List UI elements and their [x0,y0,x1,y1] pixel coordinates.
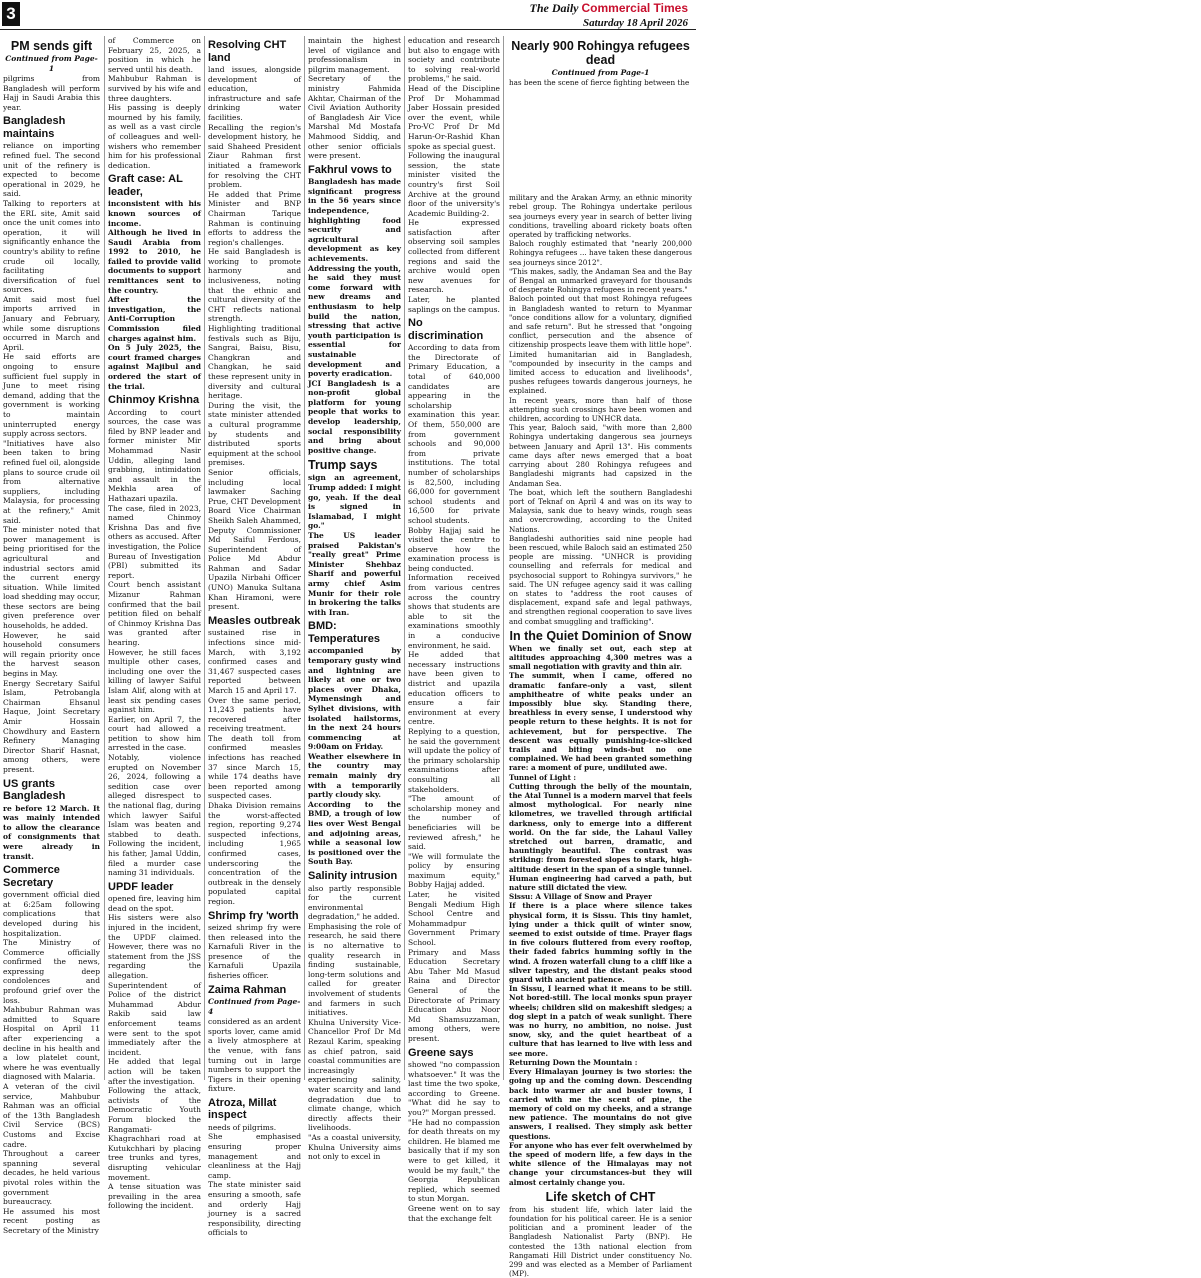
headline-shrimp-fry: Shrimp fry 'worth [208,909,299,922]
article-text: maintain the highest level of vigilance and professionalism in pilgrim management. [308,36,401,74]
column-1 [3,36,100,1235]
article-text: Every Himalayan journey is two stories: the going up and the coming down. Descending back into warmer air and busier towns, I carried with me the scent of pine, the memory of cold on my cheeks, and a strange new patience. The mountains do not give answers, I realised. They simply ask better questions. [509,1067,692,1141]
masthead-the: The Daily [529,1,582,15]
article-text: The summit, when I came, offered no dramatic fanfare-only a vast, silent amphitheatre of white peaks under an impossibly blue sky. Standing there, breathless in every sense, I understood why people return to these heights. It is not for achievement, but for perspective. The descent was equally punishing-ice-slicked trails and biting winds-but no one complained. We had been granted something rare: a moment of pure, undiluted awe. [509,671,692,773]
article-text: Following the inaugural session, the state minister visited the country's first Soil Archive at the ground floor of the university's Academic Building-2. [408,151,500,218]
article-text: Bangladeshi authorities said nine people had been rescued, while Baloch said an estimated 250 people are missing. "UNHCR is providing counselling and referrals for medical and psychosocial support to Rohingya survivors," he said. The UN refugee agency said it was calling on states to "address the root causes of displacement, expand safe and legal pathways, and strengthen regional cooperation to save lives and combat smuggling and trafficking". [509,533,692,626]
article-text: He said Bangladesh is working to promote harmony and inclusiveness, noting that the ethnic and cultural diversity of the CHT reflects national strength. [208,247,301,324]
page-header [0,0,696,30]
column-rule [204,36,205,1080]
headline-no-discrimination: No discrimination [408,317,484,342]
page-number: 3 [2,2,20,26]
article-text: considered as an ardent sports lover, came amid a lively atmosphere at the venue, with fans turning out in large numbers to support the Tigers in their opening fixture. [208,1017,301,1094]
column-5 [408,36,500,1223]
article-text: This year, Baloch said, "with more than 2,800 Rohingya undertaking dangerous sea journeys between January and April 13". His comments came days after news emerged that a boat carrying about 280 Rohingya refugees and Bangladeshi migrants had capsized in the Andaman Sea. [509,423,692,488]
article-text: Later, he visited Bengali Medium High School Centre and Mohammadpur Government Primary School. [408,890,500,948]
article-text: However, he still faces multiple other cases, including one over the killing of lawyer Saiful Islam Alif, along with at least six pending cases against him. [108,647,201,715]
article-text: If there is a place where silence takes physical form, it is Sissu. This tiny hamlet, lying under a thick quilt of winter snow, seemed to exist outside of time. Prayer flags in five colours fluttered from every rooftop, their faded fabrics humming softly in the wind. A frozen waterfall clung to a cliff like a silver tapestry, and the distant peaks stood guard with ancient patience. [509,901,692,985]
article-text: The boat, which left the southern Bangladeshi port of Teknaf on April 4 and was on its way to Malaysia, sank due to heavy winds, rough seas and overcrowding, according to the United Nations. [509,487,692,534]
article-text: Emphasising the role of research, he said there is no alternative to quality research in finding sustainable, long-term solutions and called for greater involvement of students and farmers in such initiatives. [308,921,401,1018]
headline-resolving-cht-land: Resolving CHT land [208,39,287,64]
article-text: Khulna University Vice-Chancellor Prof Dr Md Rezaul Karim, speaking as chief patron, said coastal communities are increasingly experiencing salinity, water scarcity and land degradation due to climate change, which directly affects their livelihoods. [308,1017,401,1133]
article-text: Highlighting traditional festivals such as Biju, Sangrai, Baisu, Bisu, Changkran and Changkan, he said these represent unity in diversity and cultural heritage. [208,324,301,401]
article-text: Sissu: A Village of Snow and Prayer [509,892,652,902]
article-text: She emphasised ensuring proper management and cleanliness at the Hajj camp. [208,1132,301,1180]
article-text: also partly responsible for the current environmental degradation," he added. [308,883,401,922]
article-text: accompanied by temporary gusty wind and lightning are likely at one or two places over Dhaka, Mymensingh and Sylhet divisions, with isolated hailstorms, in the next 24 hours commencing at 9:00am on Friday. [308,646,401,752]
masthead [530,1,689,30]
article-text: The US leader praised Pakistan's "really great" Prime Minister Shehbaz Sharif and powerful army chief Asim Munir for their role in brokering the talks with Iran. [308,531,401,617]
article-text: needs of pilgrims. [208,1122,277,1132]
article-text: from his student life, which later laid the foundation for his political career. He is a senior politician and a prominent leader of the Bangladesh Nationalist Party (BNP). He contested the 13th national election from Rangamati Hill District under constituency No. 299 and was elected as a Member of Parliament (MP). [509,1204,692,1278]
article-text: The minister noted that power management is being prioritised for the agricultural and industrial sectors amid the current energy situation. While limited load shedding may occur, these sectors are being given preference over households, he added. [3,525,100,631]
article-text: Court bench assistant Mizanur Rahman confirmed that the bail petition filed on behalf of Chinmoy Krishna Das was granted after hearing. [108,580,201,647]
article-text: A tense situation was prevailing in the area following the incident. [108,1182,201,1211]
article-text: "Initiatives have also been taken to bring refined fuel oil, alongside plans to source crude oil from alternative suppliers, including Malaysia, for processing at the refinery," Amit said. [3,438,100,525]
headline-bangladesh-maintains: Bangladesh maintains [3,115,66,140]
headline-atroza-millat: Atroza, Millat inspect [208,1096,277,1122]
article-text: His sisters were also injured in the incident, the UPDF claimed. However, there was no statement from the JSS regarding the allegation. [108,913,201,981]
article-text: Superintendent of Police of the district Muhammad Abdur Rakib said law enforcement teams were sent to the spot immediately after the incident. [108,980,201,1057]
article-text: of Commerce on February 25, 2025, a position in which he served until his death. [108,36,201,74]
article-text: has been the scene of fierce fighting between the [509,78,690,87]
article-text: "He had no compassion for death threats on my children. He blamed me basically that if my son were to get killed, it would be my fault," the Georgia Republican replied, which seemed to stun Morgan. [408,1117,500,1204]
headline-updf-leader: UPDF leader [108,880,174,893]
headline-graft-case: Graft case: AL leader, [108,173,183,198]
article-text: Mahbubur Rahman was admitted to Square Hospital on April 11 after experiencing a decline in his health and a low platelet count, where he was eventually diagnosed with Malaria. [3,1005,100,1082]
article-text: inconsistent with his known sources of income. [108,199,201,228]
article-text: Dhaka Division remains the worst-affected region, reporting 9,274 suspected infections, including 1,965 confirmed cases, underscoring the concentration of the outbreak in the densely populated capital region. [208,801,301,906]
column-rule [503,36,504,1080]
article-text: His passing is deeply mourned by his family, as well as a vast circle of colleagues and well-wishers who remember him for his professional dedication. [108,103,201,170]
headline-us-grants-bangladesh: US grants Bangladesh [3,777,66,803]
article-text: Bobby Hajjaj said he visited the centre to observe how the examination process is being conducted. [408,525,500,573]
headline-fakhrul-vows: Fakhrul vows to [308,163,392,176]
column-2 [108,36,201,1211]
article-text: Addressing the youth, he said they must come forward with new dreams and enthusiasm to help build the nation, stressing that active youth participation is essential for sustainable development and poverty eradication. [308,263,401,379]
article-text: Tunnel of Light : [509,772,577,782]
continued-note: Continued from Page-4 [208,997,301,1017]
article-text: Replying to a question, he said the government will update the policy of the primary scholarship examinations after consulting all stakeholders. [408,726,500,794]
headline-bmd-temperatures: BMD: Temperatures [308,620,380,645]
article-text: After the investigation, the Anti-Corruption Commission filed charges against him. [108,295,201,343]
article-text: He said efforts are ongoing to ensure sufficient fuel supply in June to meet rising demand, adding that the government is working to maintain uninterrupted energy supply across sectors. [3,352,100,439]
article-text: When we finally set out, each step at altitudes approaching 4,300 metres was a small negotiation with gravity and thin air. [509,643,692,672]
article-text: Cutting through the belly of the mountain, the Atal Tunnel is a modern marvel that feels almost mythological. For nearly nine kilometres, we travelled through artificial darkness, only to emerge into a different world. On the far side, the Lahaul Valley stretched out barren, dramatic, and hauntingly beautiful. The contrast was striking: from forested slopes to stark, high-altitude desert in the span of a single tunnel. Human engineering had carved a path, but nature still dictated the view. [509,781,692,893]
article-text: Over the same period, 11,243 patients have recovered after receiving treatment. [208,695,301,734]
article-text: "This makes, sadly, the Andaman Sea and the Bay of Bengal an unmarked graveyard for thousands of desperate Rohingya refugees in recent years." [509,266,692,295]
headline-chinmoy-krishna: Chinmoy Krishna [108,394,200,407]
article-text: opened fire, leaving him dead on the spot. [108,894,201,913]
article-text: military and the Arakan Army, an ethnic minority rebel group. The Rohingya undertake perilous sea journeys every year in search of better living conditions, travelling aboard rickety boats often operated by trafficking networks. [509,193,692,240]
article-text: In recent years, more than half of those attempting such crossings have been women and children, according to UNHCR data. [509,395,692,424]
article-text: Talking to reporters at the ERL site, Amit said once the unit comes into operation, it will significantly enhance the country's ability to refine crude oil locally, facilitating diversification of fuel sources. [3,198,100,295]
article-text: A veteran of the civil service, Mahbubur Rahman was an official of the 13th Bangladesh Civil Service (BCS) Customs and Excise cadre. [3,1082,100,1149]
article-text: He added that necessary instructions have been given to district and upazila education officers to ensure a fair environment at every centre. [408,650,500,727]
article-text: government official died at 6:25am following complications that developed during his hospitalization. [3,890,100,938]
masthead-name: Commercial Times [581,1,688,15]
article-text: Information received from various centres across the country shows that students are able to sit the examinations smoothly in a conducive environment, he said. [408,573,500,650]
article-text: "The amount of scholarship money and the number of beneficiaries will be reviewed afresh," he said. [408,794,500,852]
article-text: Later, he planted saplings on the campus. [408,295,500,314]
article-text: education and research but also to engage with society and contribute to solving real-world problems," he said. [408,36,500,84]
article-text: seized shrimp fry were then released into the Karnafuli River in the presence of the Karnafuli Upazila fisheries officer. [208,923,301,981]
headline-zaima-rahman: Zaima Rahman [208,983,287,996]
article-text: showed "no compassion whatsoever." It was the last time the two spoke, according to Greene. "What did he say to you?" Morgan pressed. [408,1060,500,1118]
article-text: Earlier, on April 7, the court had allowed a petition to show him arrested in the case. [108,714,201,753]
article-text: pilgrims from Bangladesh will perform Hajj in Saudi Arabia this year. [3,74,100,112]
article-photo-placeholder [1018,96,1201,206]
article-text: JCI Bangladesh is a non-profit global platform for young people that works to develop leadership, social responsibility and bring about positive change. [308,378,401,455]
article-text: Energy Secretary Saiful Islam, Petrobangla Chairman Ehsanul Haque, Joint Secretary Amir Hossain Chowdhury and Eastern Refinery Managing Director Sharif Hasnat, among others, were present. [3,678,100,774]
article-text: Following the attack, activists of the Democratic Youth Forum blocked the Rangamati-Khagrachhari road at Kutukchhari by placing tree trunks and tyres, disrupting vehicular movement. [108,1086,201,1182]
column-rule [104,36,105,1080]
column-4 [308,36,401,1162]
article-text: Although he lived in Saudi Arabia from 1992 to 2010, he failed to provide valid documents to support remittances sent to the country. [108,228,201,295]
article-text: sustained rise in infections since mid-March, with 3,192 confirmed cases and 31,467 suspected cases reported between March 15 and April 17. [208,628,301,695]
article-text: He added that Prime Minister and BNP Chairman Tarique Rahman is continuing efforts to address the region's challenges. [208,189,301,247]
headline-salinity-intrusion: Salinity intrusion [308,870,398,882]
article-text: According to court sources, the case was filed by BNP leader and former minister Mir Mohammad Nasir Uddin, alleging land grabbing, intimidation and assault in the Mekhla area of Hathazari upazila. [108,407,201,504]
article-text: Amit said most fuel imports arrived in January and February, while some disruptions occurred in March and April. [3,294,100,352]
column-3 [208,36,301,1238]
article-text: sign an agreement, Trump added: I might go, yeah. If the deal is signed in Islamabad, I might go." [308,473,401,531]
article-text: During the visit, the state minister attended a cultural programme by students and distributed sports equipment at the school premises. [208,400,301,468]
article-text: The case, filed in 2023, named Chinmoy Krishna Das and five others as accused. After investigation, the Police Bureau of Investigation (PBI) submitted its report. [108,503,201,580]
column-rule [404,36,405,1080]
article-text: land issues, alongside development of education, infrastructure and safe drinking water facilities. [208,65,301,122]
article-text: The Ministry of Commerce officially confirmed the news, expressing deep condolences and profound grief over the loss. [3,938,100,1005]
article-text: Bangladesh has made significant progress in the 56 years since independence, highlighting food security and agricultural development as key achievements. [308,177,401,263]
article-text: Mahbubur Rahman is survived by his wife and three daughters. [108,74,201,103]
article-text: According to the BMD, a trough of low lies over West Bengal and adjoining areas, while a seasonal low is positioned over the South Bay. [308,799,401,867]
headline-quiet-dominion: In the Quiet Dominion of Snow [509,628,692,643]
article-text: He added that legal action will be taken after the investigation. [108,1057,201,1086]
article-text: Head of the Discipline Prof Dr Mohammad Jaber Hossain presided over the event, while Pro-VC Prof Dr Md Harun-Or-Rashid Khan spoke as special guest. [408,83,500,151]
article-text: On 5 July 2025, the court framed charges against Majibul and ordered the start of the trial. [108,343,201,391]
headline-measles-outbreak: Measles outbreak [208,614,301,627]
headline-pm-sends-gift: PM sends gift [10,39,93,53]
headline-trump-says: Trump says [308,458,378,473]
headline-greene-says: Greene says [408,1046,474,1059]
article-text: Primary and Mass Education Secretary Abu Taher Md Masud Raina and Director General of the Directorate of Primary Education Abu Noor Md Shamsuzzaman, among others, were present. [408,947,500,1043]
article-text: "We will formulate the policy by ensuring maximum equity," Bobby Hajjaj added. [408,851,500,890]
article-text: Limited humanitarian aid in Bangladesh, "compounded by insecurity in the camps and limited access to education and livelihoods", pushes refugees towards dangerous journeys, he explained. [509,349,692,396]
article-text: re before 12 March. It was mainly intended to allow the clearance of consignments that were already in transit. [3,803,100,861]
article-text: "As a coastal university, Khulna University aims not only to excel in [308,1132,401,1162]
article-text: Notably, violence erupted on November 26, 2024, following a sedition case over alleged disrespect to the national flag, during which lawyer Saiful Islam was beaten and stabbed to death. Following the incident, his father, Jamal Uddin, filed a murder case naming 31 individuals. [108,753,201,878]
headline-life-sketch: Life sketch of CHT [545,1189,656,1204]
headline-commerce-secretary: Commerce Secretary [3,864,60,889]
article-text: Baloch pointed out that most Rohingya refugees in Bangladesh wanted to return to Myanmar "once conditions allow for a voluntary, dignified and safe return". But he stressed that "ongoing conflict, persecution and the absence of citizenship prospects leave them with little hope". [509,294,692,350]
continued-note: Continued from Page-1 [551,68,650,77]
article-text: Greene went on to say that the exchange felt [408,1203,500,1223]
article-text: Senior officials, including local lawmaker Saching Prue, CHT Development Board Vice Chairman Sheikh Saleh Ahammed, Deputy Commissioner Md Saiful Ferdous, Superintendent of Police Md Abdur Rahman and Sadar Upazila Nirbahi Officer (UNO) Manuka Sultana Khan Hiramoni, were present. [208,467,301,612]
article-text: Recalling the region's development history, he said Shaheed President Ziaur Rahman first initiated a framework for resolving the CHT problem. [208,122,301,190]
article-text: The state minister said ensuring a smooth, safe and orderly Hajj journey is a sacred responsibility, directing officials to [208,1180,301,1238]
continued-note: Continued from Page-1 [5,54,98,73]
article-text: Weather elsewhere in the country may remain mainly dry with a temporarily partly cloudy sky. [308,751,401,800]
article-text: He assumed his most recent posting as Secretary of the Ministry [3,1206,100,1235]
article-text: In Sissu, I learned what it means to be still. Not bored-still. The local monks spun prayer wheels; children slid on makeshift sledges; a dog slept in a patch of weak sunlight. There was no hurry, no ambition, no noise. Just snow, sky, and the quiet heartbeat of a culture that has learned to live with less and see more. [509,984,692,1058]
article-text: However, he said household consumers will regain priority once the harvest season begins in May. [3,630,100,679]
article-text: Throughout a career spanning several decades, he held various pivotal roles within the government bureaucracy. [3,1149,100,1207]
article-text: For anyone who has ever felt overwhelmed by the speed of modern life, a few days in the white silence of the Himalayas may not change your circumstances-but they will almost certainly change you. [509,1140,692,1187]
photo-space [509,87,692,193]
article-text: The death toll from confirmed measles infections has reached 37 since March 15, while 174 deaths have been reported among suspected cases. [208,733,301,801]
headline-rohingya-refugees: Nearly 900 Rohingya refugees dead [511,39,690,67]
issue-date: Saturday 18 April 2026 [582,17,688,29]
column-rule [304,36,305,1080]
article-text: Secretary of the ministry Fahmida Akhtar, Chairman of the Civil Aviation Authority of Bangladesh Air Vice Marshal Md Mostafa Mahmood Siddiq, and other senior officials were present. [308,74,401,161]
article-text: Returning Down the Mountain : [509,1057,638,1067]
column-7 [509,36,692,1278]
article-text: According to data from the Directorate of Primary Education, a total of 640,000 candidates are appearing in the scholarship examination this year. Of them, 550,000 are from government schools and 90,000 from private institutions. The total number of scholarships is 82,500, including 66,000 for government school students and 16,500 for private school students. [408,343,500,525]
article-text: He expressed satisfaction after observing soil samples collected from different regions and said the archive would open new avenues for research. [408,218,500,295]
article-text: reliance on importing refined fuel. The second unit of the refinery is expected to become operational in 2029, he said. [3,141,100,199]
article-text: Baloch roughly estimated that "nearly 200,000 Rohingya refugees ... have taken these dangerous sea journeys since 2012". [509,239,692,267]
